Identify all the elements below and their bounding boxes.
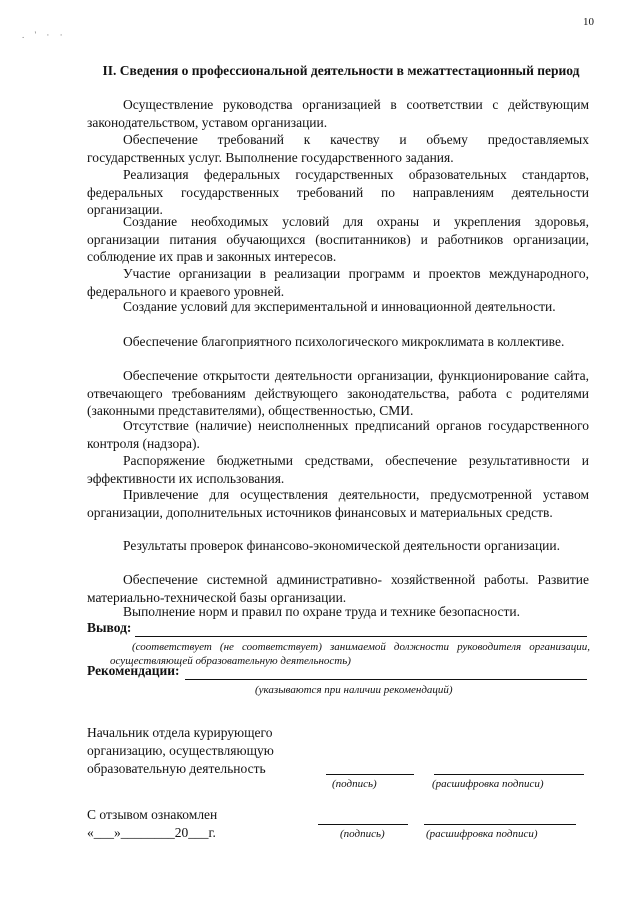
acknowledged-decoding-caption: (расшифровка подписи): [426, 828, 538, 840]
paragraph-openness: Обеспечение открытости деятельности организации, функционирование сайта, отвечающего требованиям действующего законодательства, работа с родителями (законными представителями), общественностью, СМИ.: [87, 368, 589, 418]
paragraph-administration: Обеспечение системной административно- хозяйственной работы. Развитие материально-технической базы организации.: [87, 572, 589, 605]
paragraph-funding: Привлечение для осуществления деятельности, предусмотренной уставом организации, дополнительных источников финансовых и материальных средств.: [87, 487, 589, 520]
conclusion-note: (соответствует (не соответствует) занимаемой должности руководителя организации, осуществляющей образовательную деятельность): [110, 641, 590, 667]
acknowledged-signature-caption: (подпись): [340, 828, 385, 840]
supervisor-title-line: образовательную деятельность: [87, 761, 266, 776]
supervisor-signature-line: [326, 774, 414, 775]
paragraph-audits: Результаты проверок финансово-экономической деятельности организации.: [123, 538, 560, 553]
recommendations-line: [185, 679, 587, 680]
paragraph-safety: Выполнение норм и правил по охране труда и технике безопасности.: [123, 604, 520, 619]
conclusion-label: Вывод:: [87, 620, 132, 635]
paragraph-innovation: Создание условий для экспериментальной и инновационной деятельности.: [123, 299, 556, 314]
conclusion-line: [135, 636, 587, 637]
section-title: II. Сведения о профессиональной деятельности в межаттестационный период: [102, 63, 580, 78]
recommendations-label: Рекомендации:: [87, 663, 180, 678]
paragraph-health: Создание необходимых условий для охраны и укрепления здоровья, организации питания обучающихся (воспитанников) и работников организации, соблюдение их прав и законных интересов.: [87, 214, 589, 264]
page-number: 10: [583, 16, 594, 28]
supervisor-decoding-caption: (расшифровка подписи): [432, 778, 544, 790]
supervisor-title-line: организацию, осуществляющую: [87, 743, 274, 758]
supervisor-signature-caption: (подпись): [332, 778, 377, 790]
paragraph-budget: Распоряжение бюджетными средствами, обеспечение результативности и эффективности их использования.: [87, 453, 589, 486]
supervisor-decoding-line: [434, 774, 584, 775]
supervisor-title: [87, 724, 274, 778]
scan-marks: . ' · ·: [22, 30, 67, 40]
paragraph-quality: Обеспечение требований к качеству и объему предоставляемых государственных услуг. Выполнение государственного задания.: [87, 132, 589, 165]
acknowledged-label: С отзывом ознакомлен: [87, 807, 218, 822]
paragraph-climate: Обеспечение благоприятного психологического микроклимата в коллективе.: [123, 334, 565, 349]
paragraph-standards: Реализация федеральных государственных образовательных стандартов, федеральных государственных требований по направлениям деятельности организации.: [87, 167, 589, 217]
paragraph-inspections: Отсутствие (наличие) неисполненных предписаний органов государственного контроля (надзора).: [87, 418, 589, 451]
recommendations-note: (указываются при наличии рекомендаций): [255, 684, 453, 696]
acknowledged-decoding-line: [424, 824, 576, 825]
acknowledged-signature-line: [318, 824, 408, 825]
paragraph-programs: Участие организации в реализации программ и проектов международного, федерального и краевого уровней.: [87, 266, 589, 299]
acknowledged-date: «___»________20___г.: [87, 825, 216, 840]
supervisor-title-line: Начальник отдела курирующего: [87, 725, 273, 740]
paragraph-leadership: Осуществление руководства организацией в соответствии с действующим законодательством, уставом организации.: [87, 97, 589, 130]
